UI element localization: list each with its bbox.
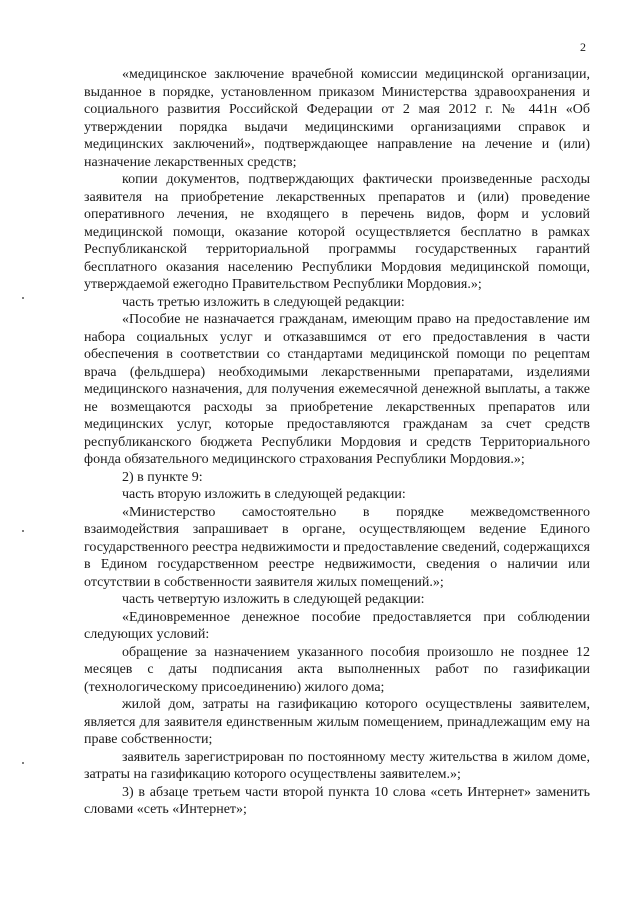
page-number: 2 [580,40,586,54]
paragraph: «медицинское заключение врачебной комиссии медицинской организации, выданное в порядке, установленном приказом Министерства здравоохранения и социального развития Российской Федерации от 2 мая 2012 г. № 441н «Об утверждении порядка выдачи медицинскими организациями справок и медицинских заключений», подтверждающее направление на лечение и (или) назначение лекарственных средств; [84,67,590,170]
paragraph: часть третью изложить в следующей редакции: [122,294,405,310]
paragraph: 2) в пункте 9: [122,469,203,485]
scan-mark [22,762,24,764]
paragraph: заявитель зарегистрирован по постоянному месту жительства в жилом доме, затраты на газификацию которого осуществлены заявителем.»; [84,749,590,782]
paragraph: копии документов, подтверждающих фактически произведенные расходы заявителя на приобретение лекарственных препаратов и (или) проведение оперативного лечения, не входящего в перечень видов, форм и условий медицинской помощи, оказание которой осуществляется бесплатно в рамках Республиканской территориальной программы государственных гарантий бесплатного оказания населению Республики Мордовия медицинской помощи, утверждаемой ежегодно Правительством Республики Мордовия.»; [84,172,590,292]
paragraph: часть вторую изложить в следующей редакции: [122,487,406,502]
paragraph: 3) в абзаце третьем части второй пункта 10 слова «сеть Интернет» заменить словами «сеть «Интернет»; [84,784,590,817]
paragraph: жилой дом, затраты на газификацию которого осуществлены заявителем, является для заявителя единственным жилым помещением, принадлежащим ему на праве собственности; [84,697,590,747]
paragraph: «Министерство самостоятельно в порядке межведомственного взаимодействия запрашивает в органе, осуществляющем ведение Единого государственного реестра недвижимости и предоставление сведений, содержащихся в Едином государственном реестре недвижимости, сведения о наличии или отсутствии в собственности заявителя жилых помещений.»; [84,504,590,590]
scan-mark [22,297,24,299]
paragraph: обращение за назначением указанного пособия произошло не позднее 12 месяцев с даты подписания акта выполненных работ по газификации (технологическому присоединению) жилого дома; [84,644,590,695]
paragraph: «Пособие не назначается гражданам, имеющим право на предоставление им набора социальных услуг и отказавшимся от его предоставления в части обеспечения в соответствии со стандартами медицинской помощи по рецептам врача (фельдшера) необходимыми лекарственными препаратами, изделиями медицинского назначения, для получения ежемесячной денежной выплаты, а также не возмещаются расходы за приобретение лекарственных препаратов или медицинских услуг, которые предоставляются гражданам за счет средств республиканского бюджета Республики Мордовия и средств Территориального фонда обязательного медицинского страхования Республики Мордовия.»; [84,312,590,467]
scan-mark [22,530,24,532]
paragraph: часть четвертую изложить в следующей редакции: [122,592,425,607]
paragraph: «Единовременное денежное пособие предоставляется при соблюдении следующих условий: [84,609,590,642]
document-body [84,66,590,819]
